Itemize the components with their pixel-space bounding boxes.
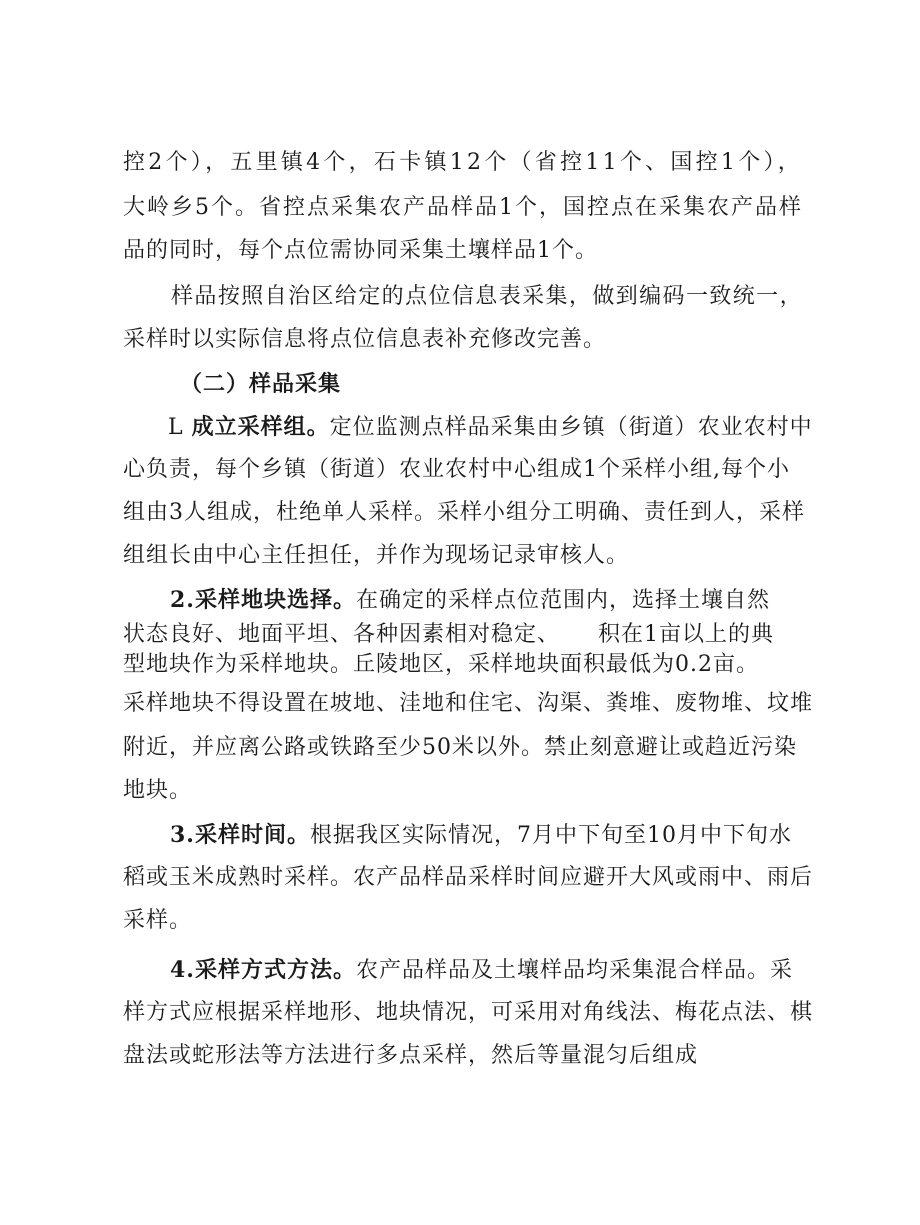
- p4-line-2-part-a: 状态良好、地面平坦、各种因素相对稳定、: [123, 622, 561, 647]
- p4-line-5: 附近，并应离公路或铁路至少50米以外。禁止刻意避让或趋近污染: [123, 735, 797, 760]
- p3-line-2: 心负责，每个乡镇（街道）农业农村中心组成1个采样小组,每个小: [123, 457, 790, 482]
- item-text: 定位监测点样品采集由乡镇（街道）农业农村中: [329, 415, 813, 440]
- p1-line-2: 大岭乡5个。省控点采集农产品样品1个，国控点在采集农产品样: [123, 195, 803, 220]
- p4-line-6: 地块。: [123, 778, 193, 803]
- item-title: 4.采样方式方法。: [170, 957, 356, 983]
- item-text: 在确定的采样点位范围内，选择土壤自然: [355, 588, 770, 613]
- p5-line-1: [170, 820, 792, 851]
- p4-line-1: [170, 585, 770, 616]
- p3-line-1: [168, 412, 813, 443]
- p2-line-1: 样品按照自治区给定的点位信息表采集，做到编码一致统一，: [171, 284, 803, 309]
- p6-line-2: 样方式应根据采样地形、地块情况，可采用对角线法、梅花点法、棋: [123, 1000, 814, 1025]
- item-text: 根据我区实际情况，7月中下旬至10月中下旬水: [309, 823, 792, 848]
- item-title: 3.采样时间。: [170, 822, 310, 848]
- item-title: 成立采样组。: [191, 414, 330, 440]
- p6-line-3: 盘法或蛇形法等方法进行多点采样，然后等量混匀后组成: [123, 1043, 699, 1068]
- section-heading: （二）样品采集: [180, 371, 342, 397]
- p4-line-3: 型地块作为采样地块。丘陵地区，采样地块面积最低为0.2亩。: [123, 652, 759, 677]
- p4-line-2: [123, 620, 774, 650]
- item-title: 2.采样地块选择。: [170, 587, 356, 613]
- p1-line-1: 控2个），五里镇4个，石卡镇12个（省控11个、国控1个），: [123, 150, 803, 175]
- p2-line-2: 采样时以实际信息将点位信息表补充修改完善。: [123, 327, 607, 352]
- p1-line-3: 品的同时，每个点位需协同采集土壤样品1个。: [123, 238, 598, 263]
- p5-line-3: 采样。: [123, 908, 193, 933]
- p4-line-4: 采样地块不得设置在坡地、洼地和住宅、沟渠、粪堆、废物堆、坟堆: [123, 691, 814, 716]
- p5-line-2: 稻或玉米成熟时采样。农产品样品采样时间应避开大风或雨中、雨后: [123, 865, 814, 890]
- p3-line-3: 组由3人组成，杜绝单人采样。采样小组分工明确、责任到人，采样: [123, 500, 805, 525]
- item-text: 农产品样品及土壤样品均采集混合样品。采: [355, 958, 793, 983]
- item-number: L: [168, 415, 192, 440]
- p3-line-4: 组组长由中心主任担任，并作为现场记录审核人。: [123, 543, 630, 568]
- p4-line-2-part-b: 积在1亩以上的典: [598, 622, 775, 647]
- p6-line-1: [170, 955, 793, 986]
